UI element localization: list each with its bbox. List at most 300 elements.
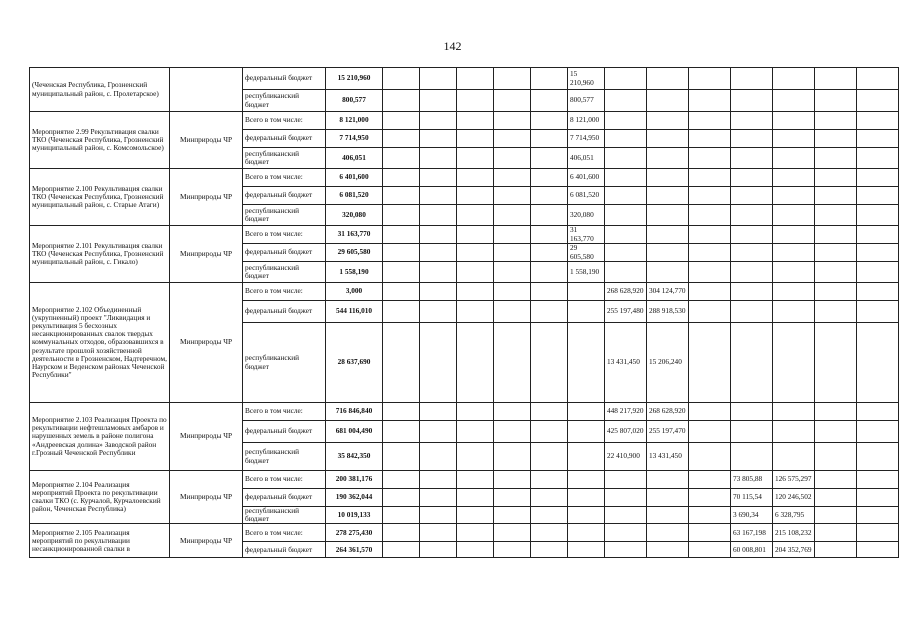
empty-cell xyxy=(568,489,605,507)
total-amount-cell: 28 637,690 xyxy=(326,323,383,403)
executor-cell: Минприроды ЧР xyxy=(170,403,243,471)
year-amount-cell: 13 431,450 xyxy=(605,323,647,403)
empty-cell xyxy=(568,403,605,421)
year-amount-cell: 406,051 xyxy=(568,148,605,169)
funding-source-cell: федеральный бюджет xyxy=(243,489,326,507)
empty-cell xyxy=(383,443,420,471)
empty-cell xyxy=(420,90,457,112)
year-amount-cell: 22 410,900 xyxy=(605,443,647,471)
empty-cell xyxy=(857,226,899,244)
empty-cell xyxy=(689,244,731,262)
empty-cell xyxy=(420,421,457,443)
empty-cell xyxy=(457,323,494,403)
empty-cell xyxy=(689,148,731,169)
empty-cell xyxy=(531,262,568,283)
empty-cell xyxy=(857,421,899,443)
total-amount-cell: 544 116,010 xyxy=(326,301,383,323)
funding-source-cell: Всего в том числе: xyxy=(243,169,326,187)
year-amount-cell: 1 558,190 xyxy=(568,262,605,283)
total-amount-cell: 264 361,570 xyxy=(326,542,383,558)
empty-cell xyxy=(647,542,689,558)
empty-cell xyxy=(773,421,815,443)
empty-cell xyxy=(457,283,494,301)
empty-cell xyxy=(605,489,647,507)
empty-cell xyxy=(420,244,457,262)
empty-cell xyxy=(647,226,689,244)
year-amount-cell: 15 210,960 xyxy=(568,68,605,90)
empty-cell xyxy=(568,443,605,471)
empty-cell xyxy=(568,507,605,524)
empty-cell xyxy=(494,68,531,90)
year-amount-cell: 425 807,020 xyxy=(605,421,647,443)
empty-cell xyxy=(857,169,899,187)
empty-cell xyxy=(383,68,420,90)
year-amount-cell: 29 605,580 xyxy=(568,244,605,262)
empty-cell xyxy=(815,542,857,558)
event-name-cell: Мероприятие 2.99 Рекультивация свалки ТКО (Чеченская Республика, Грозненский муниципальный район, с. Комсомольское) xyxy=(30,112,170,169)
empty-cell xyxy=(647,524,689,542)
empty-cell xyxy=(383,112,420,130)
empty-cell xyxy=(647,148,689,169)
funding-source-cell: федеральный бюджет xyxy=(243,244,326,262)
empty-cell xyxy=(494,403,531,421)
empty-cell xyxy=(647,507,689,524)
empty-cell xyxy=(647,169,689,187)
empty-cell xyxy=(383,471,420,489)
empty-cell xyxy=(494,301,531,323)
year-amount-cell: 73 805,88 xyxy=(731,471,773,489)
empty-cell xyxy=(815,90,857,112)
empty-cell xyxy=(420,262,457,283)
year-amount-cell: 288 918,530 xyxy=(647,301,689,323)
empty-cell xyxy=(383,187,420,205)
empty-cell xyxy=(420,283,457,301)
empty-cell xyxy=(457,443,494,471)
empty-cell xyxy=(420,524,457,542)
empty-cell xyxy=(815,507,857,524)
funding-source-cell: федеральный бюджет xyxy=(243,187,326,205)
funding-source-cell: федеральный бюджет xyxy=(243,421,326,443)
empty-cell xyxy=(531,489,568,507)
empty-cell xyxy=(815,244,857,262)
empty-cell xyxy=(605,130,647,148)
empty-cell xyxy=(773,283,815,301)
empty-cell xyxy=(531,283,568,301)
empty-cell xyxy=(383,489,420,507)
event-name-cell: Мероприятие 2.101 Рекультивация свалки ТКО (Чеченская Республика, Грозненский муниципальный район, с. Гикало) xyxy=(30,226,170,283)
empty-cell xyxy=(494,148,531,169)
empty-cell xyxy=(531,542,568,558)
empty-cell xyxy=(731,421,773,443)
empty-cell xyxy=(568,524,605,542)
empty-cell xyxy=(689,169,731,187)
empty-cell xyxy=(689,542,731,558)
year-amount-cell: 800,577 xyxy=(568,90,605,112)
empty-cell xyxy=(815,524,857,542)
total-amount-cell: 31 163,770 xyxy=(326,226,383,244)
empty-cell xyxy=(605,90,647,112)
empty-cell xyxy=(383,301,420,323)
empty-cell xyxy=(689,262,731,283)
empty-cell xyxy=(857,205,899,226)
total-amount-cell: 8 121,000 xyxy=(326,112,383,130)
funding-source-cell: республиканский бюджет xyxy=(243,205,326,226)
empty-cell xyxy=(457,205,494,226)
empty-cell xyxy=(731,169,773,187)
empty-cell xyxy=(689,443,731,471)
executor-cell: Минприроды ЧР xyxy=(170,524,243,558)
empty-cell xyxy=(815,403,857,421)
empty-cell xyxy=(457,524,494,542)
table-row xyxy=(30,524,899,542)
empty-cell xyxy=(773,187,815,205)
empty-cell xyxy=(689,471,731,489)
table-row xyxy=(30,226,899,244)
empty-cell xyxy=(383,262,420,283)
table-row xyxy=(30,283,899,301)
year-amount-cell: 70 115,54 xyxy=(731,489,773,507)
executor-cell: Минприроды ЧР xyxy=(170,112,243,169)
year-amount-cell: 13 431,450 xyxy=(647,443,689,471)
empty-cell xyxy=(457,262,494,283)
year-amount-cell: 63 167,198 xyxy=(731,524,773,542)
empty-cell xyxy=(568,283,605,301)
empty-cell xyxy=(815,148,857,169)
empty-cell xyxy=(531,244,568,262)
empty-cell xyxy=(383,323,420,403)
empty-cell xyxy=(815,169,857,187)
empty-cell xyxy=(383,90,420,112)
empty-cell xyxy=(773,244,815,262)
total-amount-cell: 6 081,520 xyxy=(326,187,383,205)
year-amount-cell: 6 328,795 xyxy=(773,507,815,524)
empty-cell xyxy=(815,421,857,443)
empty-cell xyxy=(773,205,815,226)
funding-source-cell: федеральный бюджет xyxy=(243,68,326,90)
empty-cell xyxy=(647,262,689,283)
empty-cell xyxy=(731,262,773,283)
empty-cell xyxy=(494,205,531,226)
empty-cell xyxy=(494,323,531,403)
year-amount-cell: 3 690,34 xyxy=(731,507,773,524)
empty-cell xyxy=(420,403,457,421)
empty-cell xyxy=(420,301,457,323)
page-number: 142 xyxy=(443,39,462,53)
empty-cell xyxy=(568,323,605,403)
total-amount-cell: 406,051 xyxy=(326,148,383,169)
total-amount-cell: 200 381,176 xyxy=(326,471,383,489)
empty-cell xyxy=(773,301,815,323)
empty-cell xyxy=(773,323,815,403)
empty-cell xyxy=(857,489,899,507)
empty-cell xyxy=(457,148,494,169)
empty-cell xyxy=(815,443,857,471)
empty-cell xyxy=(457,507,494,524)
empty-cell xyxy=(494,524,531,542)
empty-cell xyxy=(857,90,899,112)
empty-cell xyxy=(605,542,647,558)
empty-cell xyxy=(605,262,647,283)
empty-cell xyxy=(731,244,773,262)
empty-cell xyxy=(815,226,857,244)
empty-cell xyxy=(420,112,457,130)
year-amount-cell: 268 628,920 xyxy=(647,403,689,421)
funding-source-cell: федеральный бюджет xyxy=(243,542,326,558)
empty-cell xyxy=(857,244,899,262)
empty-cell xyxy=(815,471,857,489)
empty-cell xyxy=(531,471,568,489)
empty-cell xyxy=(689,226,731,244)
empty-cell xyxy=(647,130,689,148)
empty-cell xyxy=(383,148,420,169)
total-amount-cell: 6 401,600 xyxy=(326,169,383,187)
budget-table xyxy=(29,67,899,558)
empty-cell xyxy=(383,507,420,524)
empty-cell xyxy=(689,112,731,130)
empty-cell xyxy=(731,68,773,90)
empty-cell xyxy=(773,262,815,283)
empty-cell xyxy=(731,323,773,403)
empty-cell xyxy=(568,542,605,558)
empty-cell xyxy=(531,524,568,542)
total-amount-cell: 716 846,840 xyxy=(326,403,383,421)
empty-cell xyxy=(494,421,531,443)
empty-cell xyxy=(531,443,568,471)
executor-cell: Минприроды ЧР xyxy=(170,283,243,403)
empty-cell xyxy=(773,68,815,90)
empty-cell xyxy=(857,542,899,558)
empty-cell xyxy=(773,148,815,169)
empty-cell xyxy=(689,283,731,301)
empty-cell xyxy=(568,471,605,489)
empty-cell xyxy=(457,130,494,148)
empty-cell xyxy=(494,283,531,301)
empty-cell xyxy=(457,226,494,244)
empty-cell xyxy=(689,205,731,226)
empty-cell xyxy=(731,205,773,226)
funding-source-cell: Всего в том числе: xyxy=(243,226,326,244)
empty-cell xyxy=(857,507,899,524)
event-name-cell: Мероприятие 2.100 Рекультивация свалки ТКО (Чеченская Республика, Грозненский муниципальный район, с. Старые Атаги) xyxy=(30,169,170,226)
year-amount-cell: 6 081,520 xyxy=(568,187,605,205)
empty-cell xyxy=(420,489,457,507)
empty-cell xyxy=(647,112,689,130)
empty-cell xyxy=(815,283,857,301)
empty-cell xyxy=(494,489,531,507)
empty-cell xyxy=(420,187,457,205)
empty-cell xyxy=(857,262,899,283)
empty-cell xyxy=(494,542,531,558)
empty-cell xyxy=(815,323,857,403)
empty-cell xyxy=(647,90,689,112)
empty-cell xyxy=(857,443,899,471)
empty-cell xyxy=(531,169,568,187)
empty-cell xyxy=(494,130,531,148)
empty-cell xyxy=(731,112,773,130)
empty-cell xyxy=(605,112,647,130)
total-amount-cell: 35 842,350 xyxy=(326,443,383,471)
empty-cell xyxy=(568,421,605,443)
empty-cell xyxy=(689,301,731,323)
empty-cell xyxy=(857,148,899,169)
empty-cell xyxy=(420,507,457,524)
executor-cell: Минприроды ЧР xyxy=(170,226,243,283)
empty-cell xyxy=(815,301,857,323)
empty-cell xyxy=(605,68,647,90)
empty-cell xyxy=(494,443,531,471)
empty-cell xyxy=(857,130,899,148)
empty-cell xyxy=(605,244,647,262)
funding-source-cell: федеральный бюджет xyxy=(243,301,326,323)
funding-source-cell: Всего в том числе: xyxy=(243,112,326,130)
year-amount-cell: 31 163,770 xyxy=(568,226,605,244)
empty-cell xyxy=(383,226,420,244)
event-name-cell: (Чеченская Республика, Грозненский муниципальный район, с. Пролетарское) xyxy=(30,68,170,112)
year-amount-cell: 448 217,920 xyxy=(605,403,647,421)
empty-cell xyxy=(383,205,420,226)
empty-cell xyxy=(457,90,494,112)
empty-cell xyxy=(531,130,568,148)
year-amount-cell: 120 246,502 xyxy=(773,489,815,507)
year-amount-cell: 255 197,470 xyxy=(647,421,689,443)
table-row xyxy=(30,112,899,130)
empty-cell xyxy=(383,169,420,187)
empty-cell xyxy=(647,68,689,90)
empty-cell xyxy=(815,112,857,130)
empty-cell xyxy=(494,471,531,489)
empty-cell xyxy=(420,205,457,226)
year-amount-cell: 204 352,769 xyxy=(773,542,815,558)
empty-cell xyxy=(568,301,605,323)
empty-cell xyxy=(457,421,494,443)
empty-cell xyxy=(457,244,494,262)
table-row xyxy=(30,471,899,489)
empty-cell xyxy=(383,421,420,443)
empty-cell xyxy=(420,148,457,169)
empty-cell xyxy=(531,205,568,226)
empty-cell xyxy=(494,262,531,283)
empty-cell xyxy=(494,112,531,130)
empty-cell xyxy=(531,507,568,524)
year-amount-cell: 60 008,801 xyxy=(731,542,773,558)
empty-cell xyxy=(689,68,731,90)
total-amount-cell: 3,000 xyxy=(326,283,383,301)
funding-source-cell: Всего в том числе: xyxy=(243,403,326,421)
empty-cell xyxy=(494,169,531,187)
total-amount-cell: 10 019,133 xyxy=(326,507,383,524)
table-row xyxy=(30,403,899,421)
year-amount-cell: 268 628,920 xyxy=(605,283,647,301)
empty-cell xyxy=(420,169,457,187)
empty-cell xyxy=(815,205,857,226)
year-amount-cell: 8 121,000 xyxy=(568,112,605,130)
empty-cell xyxy=(773,90,815,112)
empty-cell xyxy=(494,244,531,262)
empty-cell xyxy=(773,443,815,471)
total-amount-cell: 681 004,490 xyxy=(326,421,383,443)
empty-cell xyxy=(857,403,899,421)
total-amount-cell: 190 362,044 xyxy=(326,489,383,507)
empty-cell xyxy=(773,112,815,130)
empty-cell xyxy=(857,112,899,130)
empty-cell xyxy=(457,403,494,421)
event-name-cell: Мероприятие 2.103 Реализация Проекта по рекультивации нефтешламовых амбаров и нарушенных земель в районе полигона «Андреевская долина» Заводской район г.Грозный Чеченской Республики xyxy=(30,403,170,471)
empty-cell xyxy=(494,507,531,524)
year-amount-cell: 304 124,770 xyxy=(647,283,689,301)
empty-cell xyxy=(731,148,773,169)
empty-cell xyxy=(689,130,731,148)
funding-source-cell: Всего в том числе: xyxy=(243,283,326,301)
empty-cell xyxy=(383,524,420,542)
empty-cell xyxy=(420,323,457,403)
funding-source-cell: республиканский бюджет xyxy=(243,262,326,283)
table-row xyxy=(30,68,899,90)
funding-source-cell: Всего в том числе: xyxy=(243,524,326,542)
empty-cell xyxy=(815,130,857,148)
empty-cell xyxy=(383,283,420,301)
empty-cell xyxy=(531,68,568,90)
empty-cell xyxy=(815,489,857,507)
empty-cell xyxy=(494,226,531,244)
event-name-cell: Мероприятие 2.102 Объединенный (укрупненный) проект "Ликвидация и рекультивация 5 бесхозных несанкционированных свалок твердых коммунальных отходов, образовавшихся в результате прошлой хозяйственной деятельности в Грозненском, Надтеречном, Наурском и Веденском районах Чеченской Республики" xyxy=(30,283,170,403)
year-amount-cell: 7 714,950 xyxy=(568,130,605,148)
empty-cell xyxy=(457,471,494,489)
empty-cell xyxy=(531,90,568,112)
empty-cell xyxy=(731,301,773,323)
empty-cell xyxy=(420,471,457,489)
empty-cell xyxy=(605,148,647,169)
year-amount-cell: 6 401,600 xyxy=(568,169,605,187)
empty-cell xyxy=(731,443,773,471)
total-amount-cell: 7 714,950 xyxy=(326,130,383,148)
total-amount-cell: 278 275,430 xyxy=(326,524,383,542)
empty-cell xyxy=(689,507,731,524)
empty-cell xyxy=(605,205,647,226)
empty-cell xyxy=(647,244,689,262)
empty-cell xyxy=(494,187,531,205)
empty-cell xyxy=(420,443,457,471)
empty-cell xyxy=(647,471,689,489)
empty-cell xyxy=(731,283,773,301)
empty-cell xyxy=(420,68,457,90)
empty-cell xyxy=(689,90,731,112)
empty-cell xyxy=(420,226,457,244)
empty-cell xyxy=(857,471,899,489)
empty-cell xyxy=(731,90,773,112)
empty-cell xyxy=(457,169,494,187)
empty-cell xyxy=(457,112,494,130)
empty-cell xyxy=(731,187,773,205)
empty-cell xyxy=(457,542,494,558)
empty-cell xyxy=(773,169,815,187)
empty-cell xyxy=(457,489,494,507)
empty-cell xyxy=(857,283,899,301)
funding-source-cell: республиканский бюджет xyxy=(243,148,326,169)
empty-cell xyxy=(689,323,731,403)
event-name-cell: Мероприятие 2.104 Реализация мероприятий Проекта по рекультивации свалки ТКО (с. Курчалой, Курчалоевский район, Чеченская Республика) xyxy=(30,471,170,524)
empty-cell xyxy=(457,187,494,205)
empty-cell xyxy=(773,130,815,148)
total-amount-cell: 320,080 xyxy=(326,205,383,226)
empty-cell xyxy=(605,507,647,524)
empty-cell xyxy=(857,301,899,323)
empty-cell xyxy=(531,187,568,205)
empty-cell xyxy=(857,187,899,205)
empty-cell xyxy=(731,130,773,148)
executor-cell xyxy=(170,68,243,112)
executor-cell: Минприроды ЧР xyxy=(170,169,243,226)
table-row xyxy=(30,169,899,187)
